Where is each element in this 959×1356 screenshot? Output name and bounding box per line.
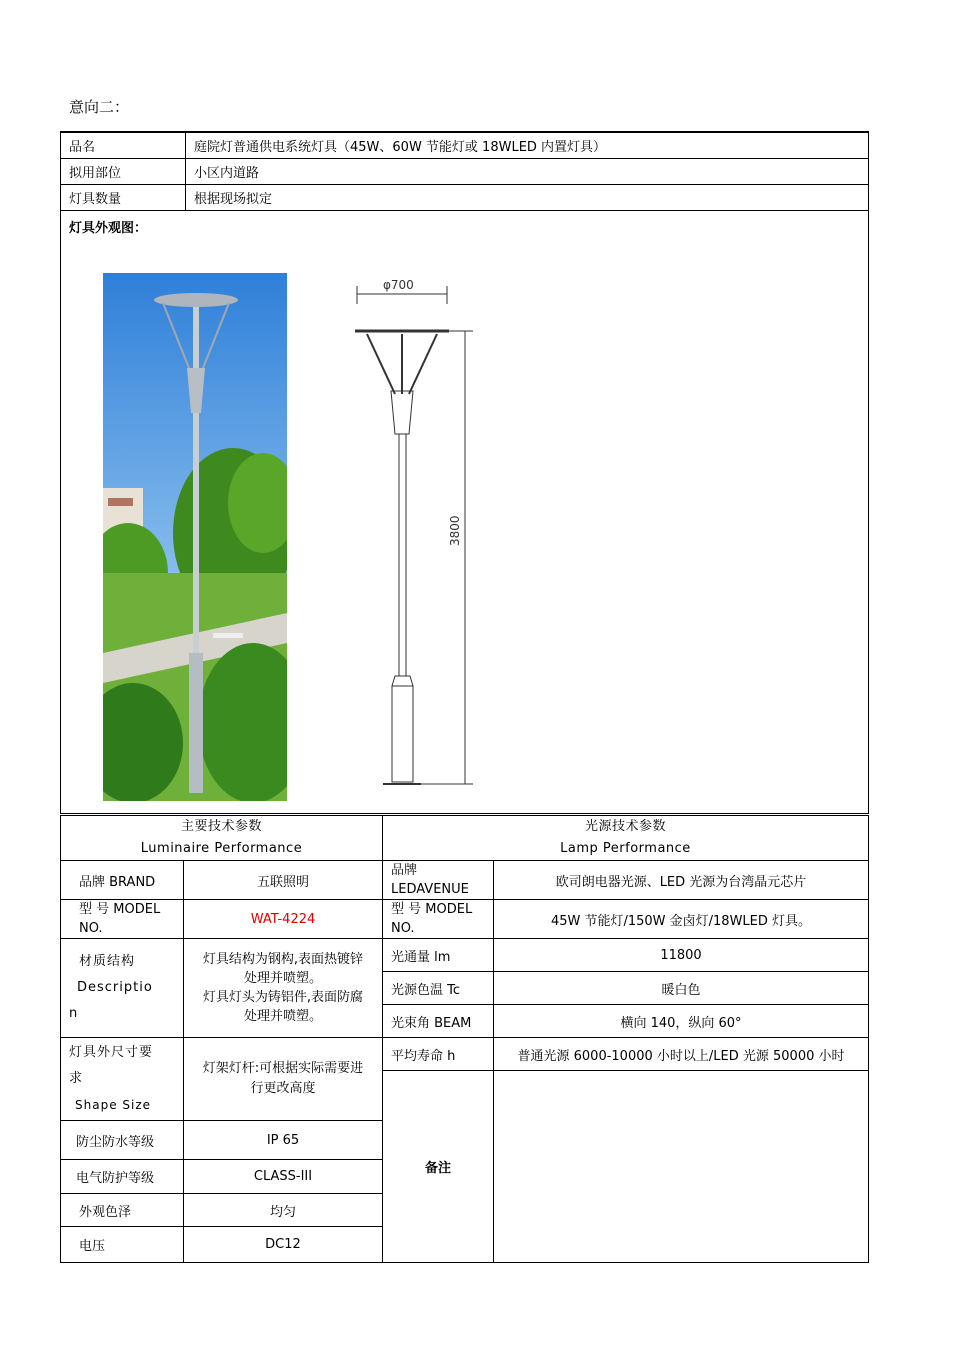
life-label: 平均寿命 h — [383, 1038, 494, 1071]
lamp-header-en: Lamp Performance — [560, 841, 691, 856]
remark-label: 备注 — [383, 1071, 494, 1263]
flux-value: 11800 — [494, 939, 869, 972]
brand-value: 五联照明 — [184, 861, 383, 900]
lamp-photo — [103, 273, 287, 801]
brand-label: 品牌 BRAND — [61, 861, 184, 900]
size-value — [184, 1038, 383, 1121]
material-label — [61, 939, 184, 1038]
lamp-header — [383, 816, 869, 861]
lamp-model-label-line2: NO. — [391, 921, 415, 936]
lamp-model-label — [383, 900, 494, 939]
model-label-line1: 型 号 MODEL — [79, 902, 161, 917]
lamp-brand-value: 欧司朗电器光源、LED 光源为台湾晶元芯片 — [494, 861, 869, 900]
table-row — [61, 900, 869, 939]
location-value: 小区内道路 — [186, 159, 869, 185]
elec-label: 电气防护等级 — [61, 1160, 184, 1194]
model-value: WAT-4224 — [184, 900, 383, 939]
table-row — [61, 159, 869, 185]
model-label-line2: NO. — [79, 921, 103, 936]
material-label-line2: Descriptio — [77, 980, 153, 995]
remark-value — [494, 1071, 869, 1263]
material-label-line1: 材质结构 — [79, 954, 136, 969]
luminaire-header-en: Luminaire Performance — [140, 841, 303, 856]
name-value: 庭院灯普通供电系统灯具（45W、60W 节能灯或 18WLED 内置灯具） — [186, 132, 869, 159]
appearance-label: 灯具外观图： — [69, 221, 148, 236]
height-label: 3800 — [448, 515, 462, 546]
material-value-line4: 处理并喷塑。 — [243, 1009, 322, 1024]
size-value-line1: 灯架灯杆:可根据实际需要进 — [202, 1061, 364, 1076]
voltage-label: 电压 — [61, 1227, 184, 1263]
beam-label: 光束角 BEAM — [383, 1005, 494, 1038]
name-label: 品名 — [61, 132, 186, 159]
voltage-value: DC12 — [184, 1227, 383, 1263]
color-value: 均匀 — [184, 1194, 383, 1227]
quantity-label: 灯具数量 — [61, 185, 186, 211]
lamp-brand-label-cn: 品牌 — [391, 863, 418, 878]
beam-value: 横向 140，纵向 60° — [494, 1005, 869, 1038]
size-label-line1: 灯具外尺寸要 — [69, 1045, 154, 1060]
size-value-line2: 行更改高度 — [250, 1081, 316, 1096]
life-value: 普通光源 6000-10000 小时以上/LED 光源 50000 小时 — [494, 1038, 869, 1071]
lamp-brand-label — [383, 861, 494, 900]
flux-label: 光通量 lm — [383, 939, 494, 972]
size-label-line3: Shape Size — [75, 1098, 152, 1112]
elec-value: CLASS-III — [184, 1160, 383, 1194]
material-label-line3: n — [69, 1006, 79, 1021]
table-row — [61, 861, 869, 900]
quantity-value: 根据现场拟定 — [186, 185, 869, 211]
ip-label: 防尘防水等级 — [61, 1121, 184, 1160]
table-row — [61, 211, 869, 814]
table-row — [61, 939, 869, 972]
material-value — [184, 939, 383, 1038]
lamp-model-label-line1: 型 号 MODEL — [391, 902, 473, 917]
size-label — [61, 1038, 184, 1121]
page-heading: 意向二： — [69, 98, 130, 116]
luminaire-header-cn: 主要技术参数 — [180, 819, 262, 834]
luminaire-header — [61, 816, 383, 861]
material-value-line2: 处理并喷塑。 — [243, 971, 322, 986]
cct-label: 光源色温 Tc — [383, 972, 494, 1005]
lamp-dimension-drawing — [351, 276, 481, 786]
ip-value: IP 65 — [184, 1121, 383, 1160]
product-info-table — [60, 131, 869, 814]
color-label: 外观色泽 — [61, 1194, 184, 1227]
table-row — [61, 132, 869, 159]
lamp-model-value: 45W 节能灯/150W 金卤灯/18WLED 灯具。 — [494, 900, 869, 939]
diameter-label: φ700 — [383, 278, 414, 292]
lamp-brand-label-en: LEDAVENUE — [391, 882, 469, 897]
size-label-line2: 求 — [69, 1071, 84, 1086]
model-label — [61, 900, 184, 939]
spec-table — [60, 815, 869, 1263]
material-value-line1: 灯具结构为钢构,表面热镀锌 — [202, 952, 364, 967]
material-value-line3: 灯具灯头为铸铝件,表面防腐 — [202, 990, 364, 1005]
table-row — [61, 1038, 869, 1071]
table-row — [61, 185, 869, 211]
appearance-cell — [61, 211, 869, 814]
lamp-header-cn: 光源技术参数 — [584, 819, 666, 834]
cct-value: 暖白色 — [494, 972, 869, 1005]
table-row — [61, 816, 869, 861]
location-label: 拟用部位 — [61, 159, 186, 185]
